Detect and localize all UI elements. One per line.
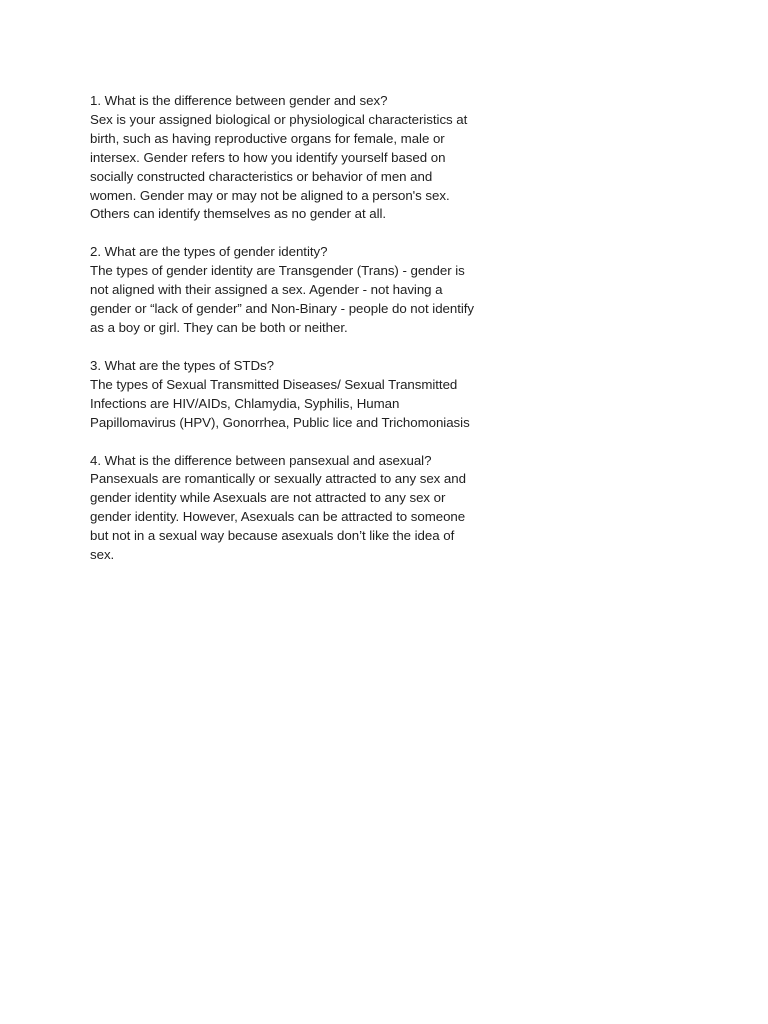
answer-4-line-5: sex.	[90, 547, 115, 563]
qa-item-1	[90, 92, 510, 224]
question-4: 4. What is the difference between pansexual and asexual?	[90, 452, 432, 468]
question-2: 2. What are the types of gender identity?	[90, 244, 328, 260]
qa-item-3	[90, 357, 510, 433]
answer-2-line-4: as a boy or girl. They can be both or neither.	[90, 319, 348, 335]
answer-4-line-3: gender identity. However, Asexuals can be attracted to someone	[90, 509, 466, 525]
answer-3-line-1: The types of Sexual Transmitted Diseases/ Sexual Transmitted	[90, 376, 458, 392]
answer-3-line-3: Papillomavirus (HPV), Gonorrhea, Public lice and Trichomoniasis	[90, 414, 470, 430]
question-1: 1. What is the difference between gender and sex?	[90, 93, 388, 108]
answer-2-line-2: not aligned with their assigned a sex. Agender - not having a	[90, 282, 443, 298]
qa-item-4	[90, 452, 510, 565]
answer-2-line-3: gender or “lack of gender” and Non-Binary - people do not identify	[90, 301, 475, 317]
answer-4-line-2: gender identity while Asexuals are not attracted to any sex or	[90, 490, 446, 506]
answer-1-line-5: women. Gender may or may not be aligned to a person's sex.	[90, 187, 450, 203]
answer-1-line-6: Others can identify themselves as no gender at all.	[90, 206, 387, 222]
qa-item-2	[90, 243, 510, 338]
answer-1-line-2: birth, such as having reproductive organs for female, male or	[90, 130, 445, 146]
answer-1-line-3: intersex. Gender refers to how you identify yourself based on	[90, 149, 446, 165]
answer-1-line-4: socially constructed characteristics or behavior of men and	[90, 168, 433, 184]
answer-1-line-1: Sex is your assigned biological or physiological characteristics at	[90, 111, 468, 127]
answer-3-line-2: Infections are HIV/AIDs, Chlamydia, Syphilis, Human	[90, 395, 400, 411]
answer-2-line-1: The types of gender identity are Transgender (Trans) - gender is	[90, 263, 465, 279]
question-3: 3. What are the types of STDs?	[90, 357, 275, 373]
answer-4-line-4: but not in a sexual way because asexuals don’t like the idea of	[90, 528, 455, 544]
answer-4-line-1: Pansexuals are romantically or sexually attracted to any sex and	[90, 471, 466, 487]
